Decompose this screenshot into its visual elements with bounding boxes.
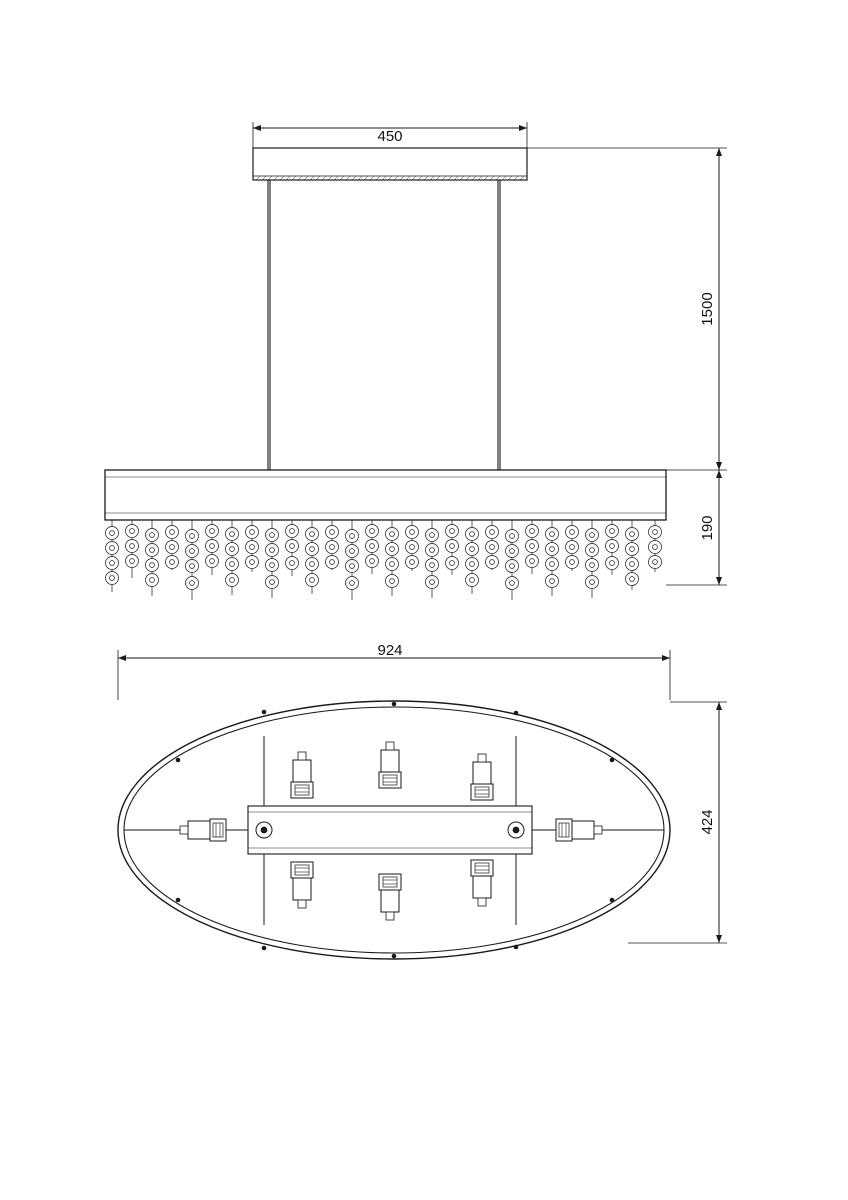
top-plan-view [118,650,727,959]
fixture-body-front [105,470,666,520]
dimension-label-overall-length: 924 [377,642,403,659]
suspension-cables [268,180,500,470]
front-elevation-view [105,122,727,600]
dimension-body-height [666,470,727,585]
dimension-label-drop-height: 1500 [699,292,716,326]
ceiling-canopy [253,148,527,180]
center-channel [248,806,532,854]
dimension-drop-height [527,148,727,470]
dimension-label-canopy-width: 450 [377,128,403,145]
dimension-label-body-height: 190 [699,515,716,541]
dimension-label-overall-width: 424 [699,809,716,835]
crystal-strands [106,520,662,600]
